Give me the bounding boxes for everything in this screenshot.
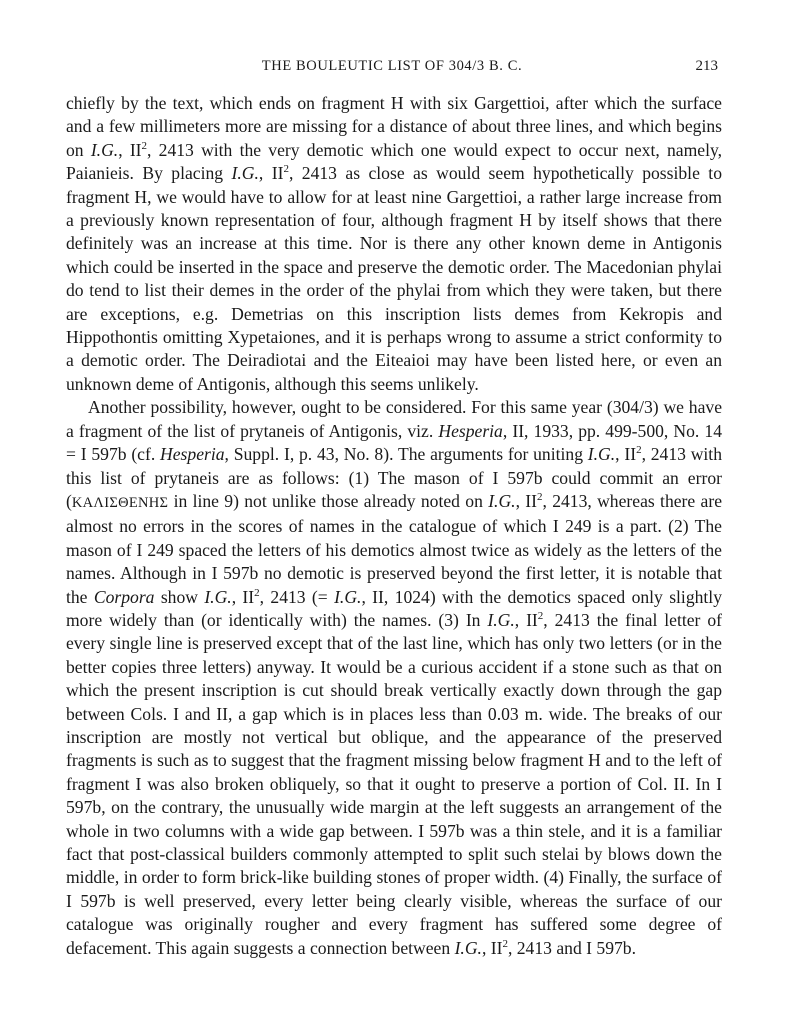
body-text: [66, 92, 722, 960]
italic-run: I.G.: [231, 163, 259, 184]
text-run: , II: [514, 609, 538, 630]
text-run: show: [154, 586, 205, 607]
text-run: , 2413 with this list of prytaneis are as follows: (1) The mason of I 597b could commit an error (: [66, 444, 722, 511]
text-run: , II: [481, 937, 503, 958]
page-number: 213: [695, 58, 718, 74]
italic-run: Hesperia: [160, 444, 225, 465]
running-title: THE BOULEUTIC LIST OF 304/3 B. C.: [261, 58, 523, 74]
italic-run: I.G.: [488, 490, 516, 511]
italic-run: I.G.: [334, 586, 362, 607]
superscript: 2: [254, 586, 260, 599]
italic-run: I.G.: [487, 609, 515, 630]
text-run: chiefly by the text, which ends on fragment H with six Gargettioi, after which the surface and a few millimeters more are missing for a distance of about three lines, and which begins on: [66, 93, 722, 160]
italic-run: Corpora: [93, 586, 155, 607]
italic-run: I.G.: [587, 444, 616, 465]
text-run: , 2413 with the very demotic which one would expect to occur next, namely, Paianieis. By placing: [66, 139, 723, 184]
page-header: [66, 58, 718, 82]
superscript: 2: [141, 139, 148, 152]
superscript: 2: [502, 937, 508, 950]
text-run: , II: [118, 139, 142, 160]
greek-text: ΚΑΛΙΣΘΕΝΗΣ: [71, 494, 169, 511]
text-run: , 2413 as close as would seem hypothetically possible to fragment H, we would have to allow for at least nine Gargettioi, a rather large increase from a previously known representation of four, although fragment H by itself shows that there definitely was an increase at this time. Nor is there any other known deme in Antigonis which could be inserted in the space and preserve the demotic order. The Macedonian phylai do tend to list their demes in the order of the phylai from which they were taken, but there are exceptions, e.g. Demetrias on this inscription lists demes from Kekropis and Hippothontis omitting Xypetaiones, and it is perhaps wrong to assume a strict conformity to a demotic order. The Deiradiotai and the Eiteaioi may have been listed here, or even an unknown deme of Antigonis, although this seems unlikely.: [66, 163, 722, 394]
paragraph: [66, 92, 722, 396]
text-run: Another possibility, however, ought to be considered. For this same year (304/3) we have a fragment of the list of prytaneis of Antigonis, viz.: [66, 397, 722, 441]
text-run: in line 9) not unlike those already noted on: [168, 490, 489, 511]
italic-run: I.G.: [454, 937, 482, 958]
italic-run: I.G.: [90, 139, 119, 160]
text-run: , Suppl. I, p. 43, No. 8). The arguments for uniting: [224, 444, 588, 465]
text-run: , 2413 and I 597b.: [507, 937, 636, 958]
text-run: , 2413 the final letter of every single line is preserved except that of the last line, which has only two letters (or in the better copies three letters) anyway. It would be a curious accident if a stone such as that on which the present inscription is cut should break vertically exactly down through the gap between Cols. I and II, a gap which is in places less than 0.03 m. wide. The breaks of our inscription are mostly not vertical but oblique, and the appearance of the preserved fragments is such as to suggest that the fragment missing below fragment H and to the left of fragment I was also broken obliquely, so that it ought to preserve a portion of Col. II. In I 597b, on the contrary, the unusually wide margin at the left suggests an arrangement of the whole in two columns with a wide gap between. I 597b was a thin stele, and it is a familiar fact that post-classical builders commonly attempted to split such stelai by blows down the middle, in order to form brick-like building stones of proper width. (4) Finally, the surface of I 597b is well preserved, every letter being clearly visible, whereas the surface of our catalogue was originally rougher and every fragment has suffered some degree of defacement. This again suggests a connection between: [66, 609, 722, 958]
superscript: 2: [636, 444, 642, 457]
text-run: , II: [231, 586, 255, 607]
text-run: , II: [515, 490, 537, 511]
italic-run: Hesperia: [438, 420, 503, 441]
italic-run: I.G.: [204, 586, 232, 607]
text-run: , II: [615, 444, 637, 465]
superscript: 2: [537, 610, 544, 623]
text-run: , II, 1024) with the demotics spaced only slightly more widely than (or identically with) the names. (3) In: [66, 586, 722, 630]
text-run: , II, 1933, pp. 499-500, No. 14 = I 597b (cf.: [66, 420, 722, 465]
superscript: 2: [537, 491, 543, 504]
text-run: , 2413 (=: [259, 586, 335, 607]
paragraph: [66, 396, 722, 960]
superscript: 2: [283, 163, 289, 176]
text-run: , 2413, whereas there are almost no errors in the scores of names in the catalogue of which I 249 is a part. (2) The mason of I 249 spaced the letters of his demotics almost twice as widely as the letters of the names. Although in I 597b no demotic is preserved beyond the first letter, it is notable that the: [66, 490, 723, 607]
text-run: , II: [258, 163, 284, 184]
